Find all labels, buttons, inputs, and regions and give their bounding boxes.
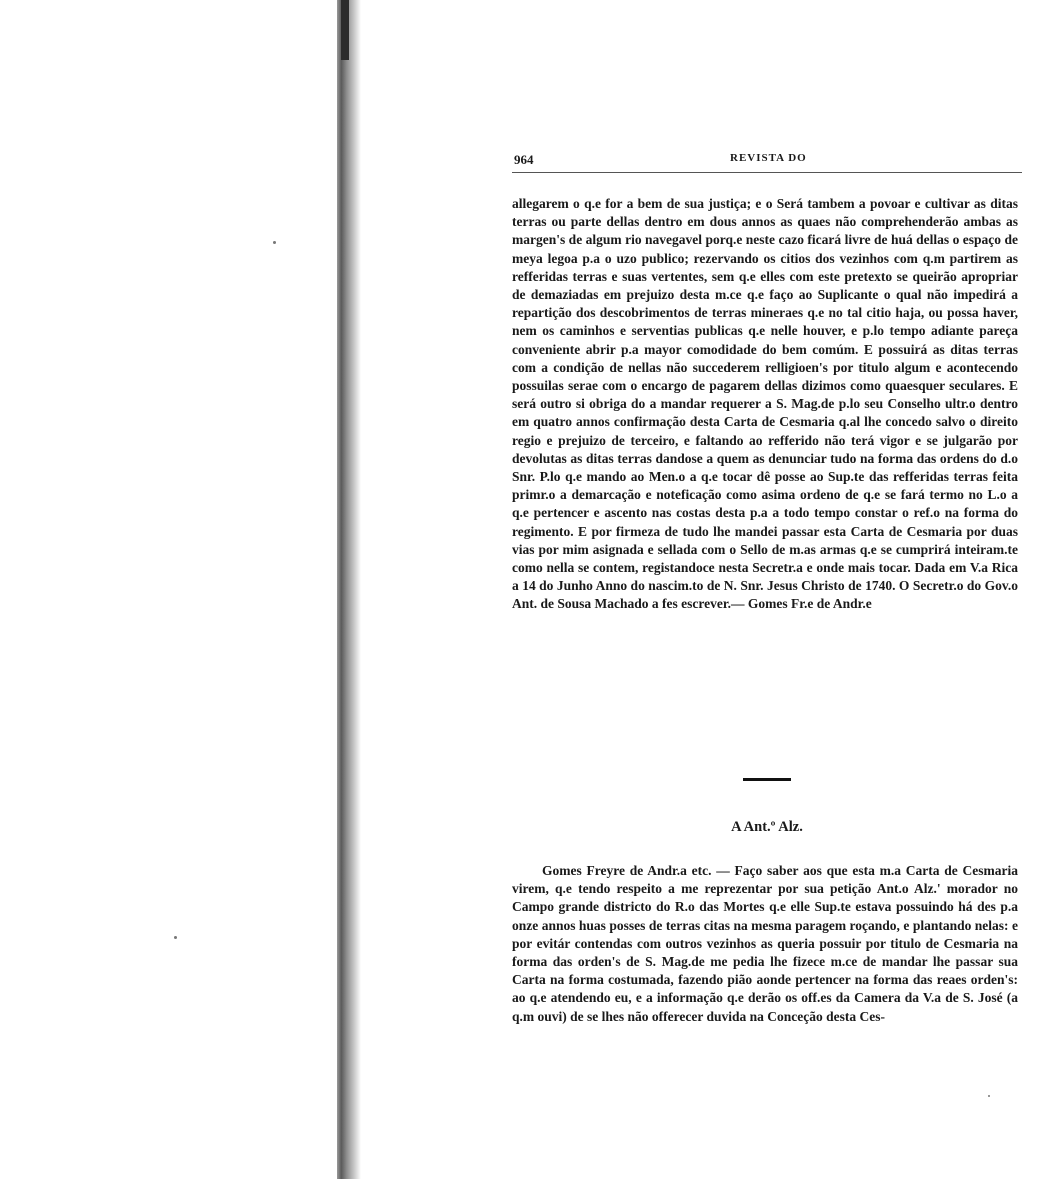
book-page [512, 0, 1022, 1179]
section-title: A Ant.º Alz. [731, 819, 803, 835]
paper-speck [174, 936, 177, 939]
page-number: 964 [514, 152, 534, 167]
gutter-binding [341, 0, 349, 60]
body-paragraph: Gomes Freyre de Andr.a etc. — Faço saber aos que esta m.a Carta de Cesmaria virem, q.e tendo respeito a me reprezentar por sua petição Ant.o Alz.' morador no Campo grande districto do R.o das Mortes q.e elle Sup.te estava possuindo há des p.a onze annos huas posses de terras citas na mesma paragem roçando, e plantando nelas: e por evitár contendas com outros vezinhos as queria possuir por titulo de Cesmaria na forma das orden's de S. Mag.de me pedia lhe fizece m.ce de mandar lhe passar sua Carta na forma costumada, fazendo pião aonde pertencer na forma das reaes orden's: ao q.e atendendo eu, e a informação q.e derão os off.es da Camera da V.a de S. José (a q.m ouvi) de se lhes não offerecer duvida na Conceção desta Ces- [512, 863, 1018, 1024]
running-head: REVISTA DO [730, 152, 807, 164]
header-rule [512, 172, 1022, 173]
section-divider [743, 778, 791, 781]
page-header [512, 150, 1022, 170]
body-paragraph: allegarem o q.e for a bem de sua justiça; e o Será tambem a povoar e cultivar as ditas terras ou parte dellas dentro em dous annos as quaes não comprehenderão ambas as margen's de algum rio navegavel porq.e neste cazo ficará livre de huá dellas o espaço de meya legoa p.a o uzo publico; rezervando os citios dos vezinhos com q.m partirem as refferidas terras e suas vertentes, sem q.e elles com este pretexto se queirão apropriar de demaziadas em prejuizo desta m.ce q.e faço ao Suplicante o qual não impedirá a repartição dos descobrimentos de terras mineraes q.e no tal citio haja, ou possa haver, nem os caminhos e serventias publicas q.e nelle houver, e p.lo tempo adiante pareça conveniente abrir p.a mayor comodidade do bem comúm. E possuirá as ditas terras com a condição de nellas não succederem relligioen's por titulo algum e acontecendo possuilas serae com o encargo de pagarem dellas dizimos como quaesquer seculares. E será outro si obriga do a mandar requerer a S. Mag.de p.lo seu Conselho ultr.o dentro em quatro annos confirmação desta Carta de Cesmaria q.al lhe concedo salvo o direito regio e prejuizo de terceiro, e faltando ao refferido não terá vigor e se julgarão por devolutas as ditas terras dandose a quem as denunciar tudo na forma das ordens do d.o Snr. P.lo q.e mando ao Men.o a q.e tocar dê posse ao Sup.te das refferidas terras feita primr.o a demarcação e noteficação como asima ordeno de q.e se fará termo no L.o a q.e pertencer e ascento nas costas desta p.a a todo tempo constar o ref.o na forma do regimento. E por firmeza de tudo lhe mandei passar esta Carta de Cesmaria por duas vias por mim asignada e sellada com o Sello de m.as armas q.e se cumprirá inteiram.te como nella se contem, registandoce nesta Secretr.a e onde mais tocar. Dada em V.a Rica a 14 do Junho Anno do nascim.to de N. Snr. Jesus Christo de 1740. O Secretr.o do Gov.o Ant. de Sousa Machado a fes escrever.— Gomes Fr.e de Andr.e [512, 196, 1018, 612]
body-text-block [512, 862, 1018, 1026]
body-text-block [512, 195, 1018, 614]
paper-speck [273, 241, 276, 244]
book-gutter-shadow [337, 0, 361, 1179]
